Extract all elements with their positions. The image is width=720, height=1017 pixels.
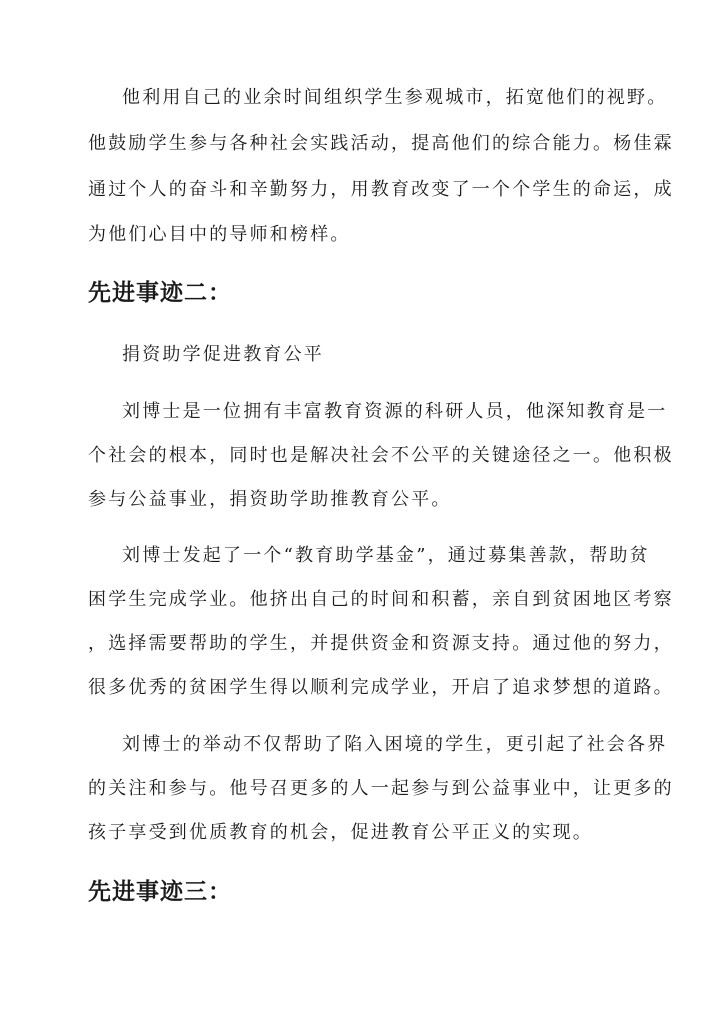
paragraph-1-line-1: 他利用自己的业余时间组织学生参观城市，拓宽他们的视野。 xyxy=(122,87,668,108)
paragraph-4-line-1: 刘博士的举动不仅帮助了陷入困境的学生，更引起了社会各界 xyxy=(122,734,668,755)
paragraph-3-line-2: 困学生完成学业。他挤出自己的时间和积蓄，亲自到贫困地区考察 xyxy=(88,589,674,610)
paragraph-3-line-4: 很多优秀的贫困学生得以顺利完成学业，开启了追求梦想的道路。 xyxy=(88,677,674,698)
paragraph-3-line-1: 刘博士发起了一个“教育助学基金”，通过募集善款，帮助贫 xyxy=(122,545,650,566)
paragraph-1-line-2: 他鼓励学生参与各种社会实践活动，提高他们的综合能力。杨佳霖 xyxy=(88,133,674,154)
section-heading-2: 先进事迹二： xyxy=(88,279,232,306)
paragraph-4-line-3: 孩子享受到优质教育的机会，促进教育公平正义的实现。 xyxy=(88,822,593,843)
paragraph-1-line-3: 通过个人的奋斗和辛勤努力，用教育改变了一个个学生的命运，成 xyxy=(88,179,674,200)
paragraph-2-line-3: 参与公益事业，捐资助学助推教育公平。 xyxy=(88,489,452,510)
paragraph-1-line-4: 为他们心目中的导师和榜样。 xyxy=(88,224,351,245)
section-heading-3: 先进事迹三： xyxy=(88,878,232,905)
paragraph-4-line-2: 的关注和参与。他号召更多的人一起参与到公益事业中，让更多的 xyxy=(88,778,674,799)
section-subtitle-2: 捐资助学促进教育公平 xyxy=(122,344,324,365)
paragraph-2-line-1: 刘博士是一位拥有丰富教育资源的科研人员，他深知教育是一 xyxy=(122,401,668,422)
paragraph-3-line-3: ，选择需要帮助的学生，并提供资金和资源支持。通过他的努力， xyxy=(88,633,674,654)
paragraph-2-line-2: 个社会的根本，同时也是解决社会不公平的关键途径之一。他积极 xyxy=(88,445,674,466)
